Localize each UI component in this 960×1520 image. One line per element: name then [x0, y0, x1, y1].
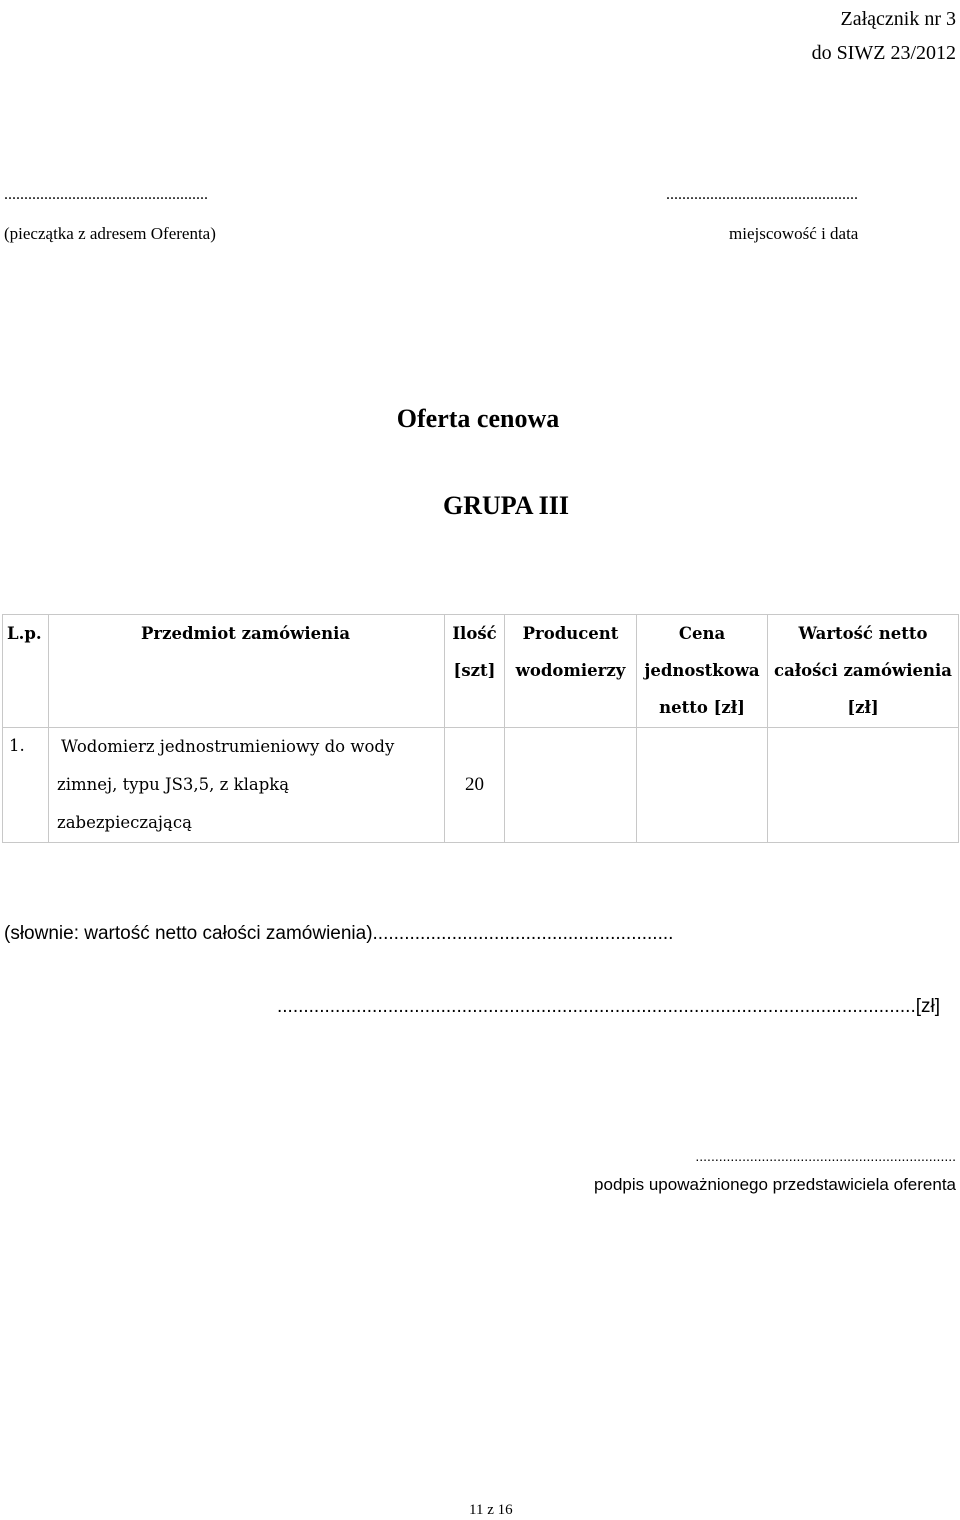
header-subject: Przedmiot zamówienia	[49, 615, 445, 728]
offer-table	[2, 614, 959, 843]
document-title: Oferta cenowa	[396, 404, 560, 433]
annex-header	[812, 2, 956, 70]
stamp-dots: ...................................................	[4, 186, 208, 203]
signature-label: podpis upoważnionego przedstawiciela oferenta	[594, 1175, 956, 1194]
table-row	[3, 728, 959, 843]
header-net-value: Wartość netto całości zamówienia [zł]	[768, 615, 959, 728]
annex-reference: do SIWZ 23/2012	[811, 42, 956, 64]
header-producer: Producent wodomierzy	[505, 615, 637, 728]
table-header-row	[3, 615, 959, 728]
place-date-dots: ................................................	[666, 186, 858, 203]
row-producer	[505, 728, 637, 843]
stamp-label: (pieczątka z adresem Oferenta)	[4, 224, 216, 243]
header-lp: L.p.	[3, 615, 49, 728]
header-unit-price: Cena jednostkowa netto [zł]	[637, 615, 768, 728]
signature-dots: ...................................................................	[695, 1148, 956, 1164]
row-lp: 1.	[3, 728, 49, 843]
annex-number: Załącznik nr 3	[840, 8, 956, 30]
page-number: 11 z 16	[469, 1502, 513, 1518]
header-quantity: Ilość [szt]	[445, 615, 505, 728]
row-net-value	[768, 728, 959, 843]
amount-total-line: .........................................................................................................................[zł]	[276, 996, 940, 1017]
group-title: GRUPA III	[443, 491, 569, 520]
amount-in-words-line: (słownie: wartość netto całości zamówienia).........................................................	[4, 923, 674, 944]
row-description: Wodomierz jednostrumieniowy do wody zimnej, typu JS3,5, z klapką zabezpieczającą	[49, 728, 445, 843]
place-date-label: miejscowość i data	[729, 224, 859, 243]
row-unit-price	[637, 728, 768, 843]
row-quantity: 20	[445, 728, 505, 843]
